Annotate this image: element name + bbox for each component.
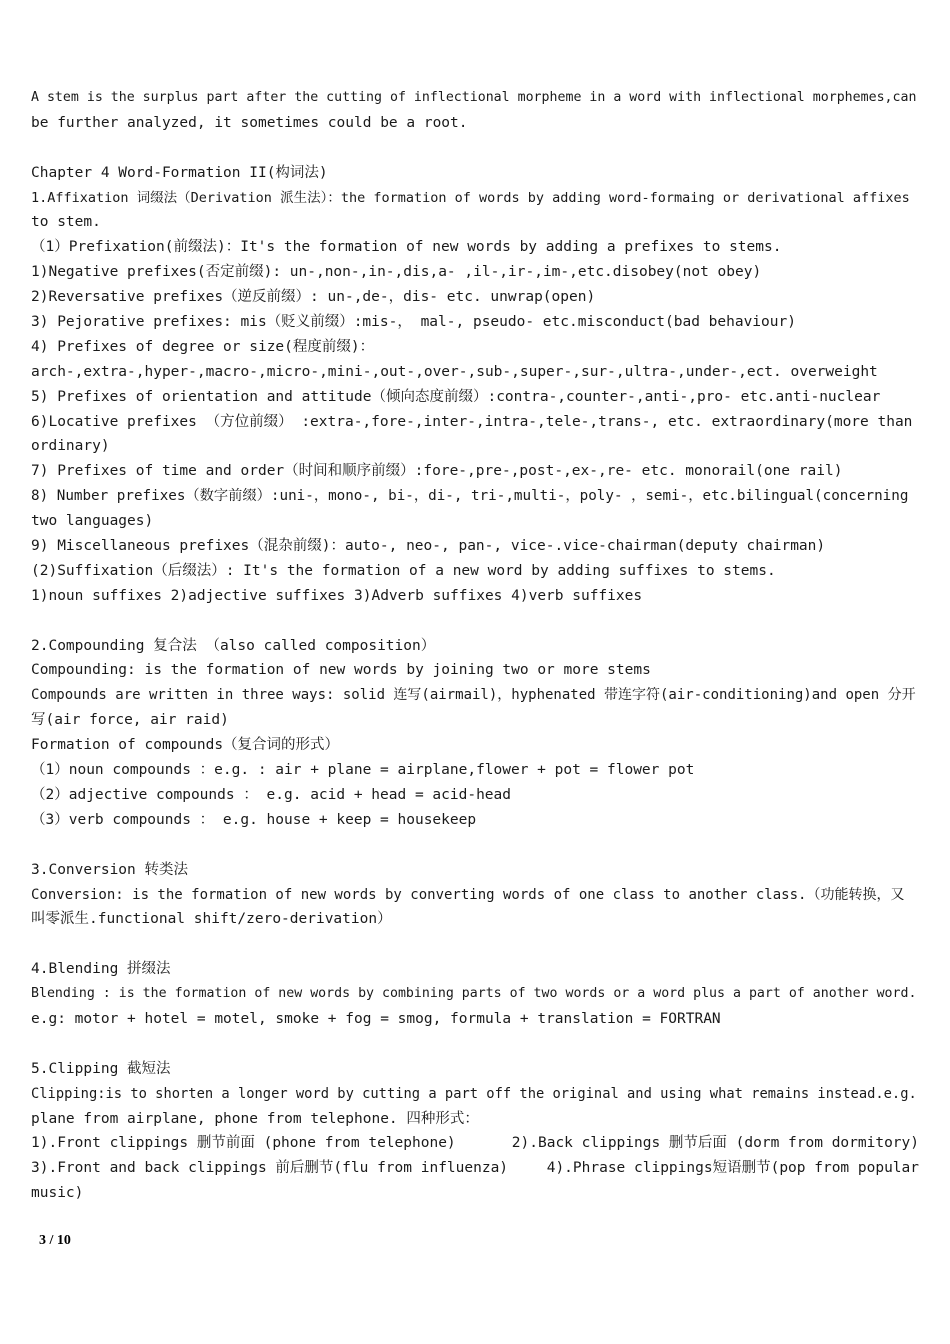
time-order-prefixes: 7) Prefixes of time and order（时间和顺序前缀）:fore-,pre-,post-,ex-,re- etc. monorail(one rail) — [31, 463, 843, 480]
compound-ways-line-1: Compounds are written in three ways: solid 连写(airmail)，hyphenated 带连字符(air-conditioning)and open 分开 — [31, 687, 916, 704]
clipping-definition-line-1: Clipping:is to shorten a longer word by cutting a part off the original and using what remains instead.e.g. — [31, 1085, 917, 1102]
adjective-compounds: （2）adjective compounds ： e.g. acid + head = acid-head — [31, 786, 511, 803]
back-clippings: 2).Back clippings 删节后面 (dorm from dormitory) — [511, 1135, 919, 1152]
front-clippings: 1).Front clippings 删节前面 (phone from telephone) — [31, 1135, 456, 1152]
compound-formation-heading: Formation of compounds（复合词的形式） — [31, 737, 340, 754]
chapter-title: Chapter 4 Word-Formation II(构词法) — [31, 164, 328, 181]
blending-definition: Blending : is the formation of new words by combining parts of two words or a word plus a part of another word. — [31, 986, 917, 1002]
page-number: 3 / 10 — [39, 1233, 71, 1248]
front-and-back-clippings: 3).Front and back clippings 前后删节(flu from influenza) — [31, 1160, 509, 1177]
clipping-definition-line-2: plane from airplane, phone from telephone. 四种形式： — [31, 1110, 479, 1127]
clipping-heading: 5.Clipping 截短法 — [31, 1060, 171, 1077]
blank-line — [31, 136, 919, 161]
miscellaneous-prefixes: 9) Miscellaneous prefixes（混杂前缀)：auto-, neo-, pan-, vice-.vice-chairman(deputy chairman) — [31, 538, 826, 555]
suffix-types: 1)noun suffixes 2)adjective suffixes 3)Adverb suffixes 4)verb suffixes — [31, 587, 643, 604]
locative-prefixes-line-1: 6)Locative prefixes （方位前缀） :extra-,fore-,inter-,intra-,tele-,trans-, etc. extraordinary(more than — [31, 413, 913, 430]
conversion-definition-line-2: 叫零派生.functional shift/zero-derivation） — [31, 911, 392, 928]
orientation-prefixes: 5) Prefixes of orientation and attitude（倾向态度前缀）:contra-,counter-,anti-,pro- etc.anti-nuclear — [31, 388, 881, 405]
reversative-prefixes: 2)Reversative prefixes（逆反前缀）: un-,de-，dis- etc. unwrap(open) — [31, 289, 596, 306]
compound-ways-line-2: 写(air force, air raid) — [31, 712, 229, 729]
pejorative-prefixes: 3) Pejorative prefixes: mis（贬义前缀）:mis-， mal-, pseudo- etc.misconduct(bad behaviour) — [31, 314, 796, 331]
noun-compounds: （1）noun compounds ：e.g. : air + plane = airplane,flower + pot = flower pot — [31, 762, 695, 779]
compounding-heading: 2.Compounding 复合法 （also called composition） — [31, 637, 436, 654]
conversion-definition-line-1: Conversion: is the formation of new words by converting words of one class to another class.（功能转换，又 — [31, 886, 905, 903]
suffixation-definition: (2)Suffixation（后缀法）: It's the formation of a new word by adding suffixes to stems. — [31, 562, 776, 579]
blank-line — [31, 932, 919, 957]
blank-line — [31, 609, 919, 634]
number-prefixes-line-1: 8) Number prefixes（数字前缀）:uni-，mono-, bi-，di-, tri-,multi-，poly- ，semi-，etc.bilingual(concerning — [31, 488, 909, 505]
phrase-clippings: 4).Phrase clippings短语删节(pop from popular — [546, 1160, 919, 1177]
affixation-heading-line-1: 1.Affixation 词缀法（Derivation 派生法）：the formation of words by adding word-formaing or derivational affixes — [31, 189, 910, 206]
clipping-types-row-2 — [31, 1156, 919, 1181]
stem-definition-line-2: be further analyzed, it sometimes could be a root. — [31, 114, 468, 131]
document-body — [31, 86, 919, 1206]
affixation-heading-line-2: to stem. — [31, 214, 101, 231]
verb-compounds: （3）verb compounds ： e.g. house + keep = housekeep — [31, 811, 477, 828]
negative-prefixes: 1)Negative prefixes(否定前缀): un-,non-,in-,dis,a- ,il-,ir-,im-,etc.disobey(not obey) — [31, 264, 762, 281]
clipping-types-row-1 — [31, 1131, 919, 1156]
phrase-clippings-continuation: music) — [31, 1185, 84, 1202]
blending-heading: 4.Blending 拼缀法 — [31, 961, 171, 978]
degree-prefixes-line-2: arch-,extra-,hyper-,macro-,micro-,mini-,out-,over-,sub-,super-,sur-,ultra-,under-,ect. overweight — [31, 363, 878, 380]
number-prefixes-line-2: two languages) — [31, 513, 154, 530]
prefixation-definition: （1）Prefixation(前缀法)：It's the formation of new words by adding a prefixes to stems. — [31, 239, 782, 256]
blending-examples: e.g: motor + hotel = motel, smoke + fog = smog, formula + translation = FORTRAN — [31, 1010, 721, 1027]
compounding-definition: Compounding: is the formation of new words by joining two or more stems — [31, 662, 651, 679]
blank-line — [31, 833, 919, 858]
degree-prefixes-line-1: 4) Prefixes of degree or size(程度前缀)： — [31, 338, 375, 355]
conversion-heading: 3.Conversion 转类法 — [31, 861, 188, 878]
blank-line — [31, 1032, 919, 1057]
stem-definition-line-1: A stem is the surplus part after the cutting of inflectional morpheme in a word with inflectional morphemes,can — [31, 90, 917, 105]
locative-prefixes-line-2: ordinary) — [31, 438, 110, 455]
